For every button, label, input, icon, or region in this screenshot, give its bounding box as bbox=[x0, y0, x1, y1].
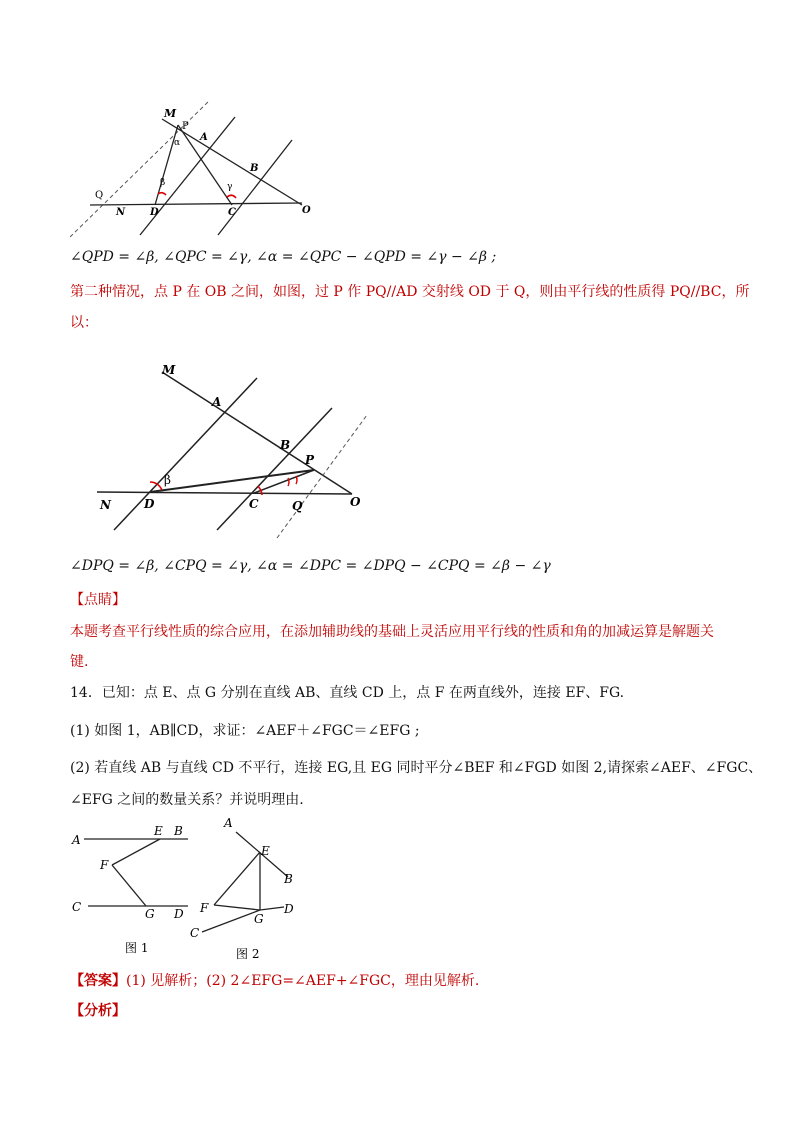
fig4-label-E: E bbox=[261, 844, 270, 858]
fig4-caption: 图 2 bbox=[236, 947, 260, 961]
fig1-label-A: A bbox=[200, 132, 208, 143]
dianjing-text-line2: 键. bbox=[70, 654, 89, 670]
case2-text-line2: 以： bbox=[70, 315, 98, 331]
fig2-label-Q: Q bbox=[292, 499, 303, 513]
fig4-label-D: D bbox=[284, 902, 294, 916]
fig4-label-G: G bbox=[254, 912, 264, 926]
formula-line-1: ∠QPD = ∠β, ∠QPC = ∠γ, ∠α = ∠QPC − ∠QPD = ∠γ − ∠β ; bbox=[70, 249, 497, 265]
figure-2 bbox=[92, 360, 382, 540]
fig2-label-M: M bbox=[162, 363, 176, 377]
figure-4 bbox=[188, 815, 308, 965]
fig3-label-C: C bbox=[72, 900, 82, 914]
fig1-label-Q: Q bbox=[95, 190, 104, 201]
fig4-label-F: F bbox=[200, 901, 209, 915]
fig3-label-F: F bbox=[100, 858, 109, 872]
fig4-label-C: C bbox=[190, 926, 200, 940]
answer-line bbox=[70, 971, 479, 991]
question-14-part2-line1: (2) 若直线 AB 与直线 CD 不平行，连接 EG,且 EG 同时平分∠BEF 和∠FGD 如图 2,请探索∠AEF、∠FGC、 bbox=[70, 760, 763, 776]
analysis-heading: 【分析】 bbox=[70, 1003, 126, 1019]
fig1-label-gamma: γ bbox=[227, 182, 233, 192]
fig1-label-D: D bbox=[150, 207, 159, 218]
fig1-label-C: C bbox=[228, 207, 236, 218]
formula-line-2: ∠DPQ = ∠β, ∠CPQ = ∠γ, ∠α = ∠DPC = ∠DPQ − ∠CPQ = ∠β − ∠γ bbox=[70, 558, 551, 574]
fig2-label-A: A bbox=[212, 395, 222, 409]
fig2-label-D: D bbox=[144, 497, 155, 511]
fig2-label-beta: β bbox=[164, 473, 171, 487]
fig3-label-B: B bbox=[174, 824, 183, 838]
figure-3 bbox=[70, 820, 200, 960]
fig1-label-P: P bbox=[182, 121, 189, 132]
question-14-part2-line2: ∠EFG 之间的数量关系？并说明理由. bbox=[70, 792, 304, 808]
question-14-stem: 14．已知：点 E、点 G 分别在直线 AB、直线 CD 上，点 F 在两直线外，连接 EF、FG. bbox=[70, 685, 625, 701]
fig3-label-A: A bbox=[72, 833, 81, 847]
fig2-label-B: B bbox=[280, 438, 291, 452]
fig2-label-C: C bbox=[249, 497, 259, 511]
fig1-label-N: N bbox=[116, 207, 126, 218]
fig1-label-beta: β bbox=[160, 178, 166, 188]
case2-text-line1: 第二种情况，点 P 在 OB 之间，如图，过 P 作 PQ//AD 交射线 OD 于 Q，则由平行线的性质得 PQ//BC，所 bbox=[70, 284, 750, 300]
fig1-label-O: O bbox=[302, 205, 311, 216]
answer-text: (1) 见解析；(2) 2∠EFG=∠AEF+∠FGC，理由见解析. bbox=[126, 973, 480, 989]
fig2-label-N: N bbox=[100, 498, 111, 512]
dianjing-text-line1: 本题考查平行线性质的综合应用，在添加辅助线的基础上灵活应用平行线的性质和角的加减运算是解题关 bbox=[70, 624, 714, 640]
fig3-label-E: E bbox=[154, 824, 163, 838]
dianjing-heading: 【点睛】 bbox=[70, 592, 126, 608]
fig4-label-B: B bbox=[284, 872, 293, 886]
question-14-part1: (1) 如图 1，AB∥CD，求证：∠AEF＋∠FGC＝∠EFG ; bbox=[70, 723, 420, 739]
fig2-label-O: O bbox=[350, 495, 361, 509]
fig3-caption: 图 1 bbox=[125, 941, 149, 955]
answer-heading: 【答案】 bbox=[70, 973, 126, 989]
fig3-label-D: D bbox=[174, 907, 184, 921]
fig1-label-B: B bbox=[250, 163, 259, 174]
figure-1 bbox=[70, 95, 330, 240]
fig4-label-A: A bbox=[224, 816, 233, 830]
fig1-label-M: M bbox=[164, 107, 177, 120]
fig2-label-P: P bbox=[305, 453, 315, 467]
fig3-label-G: G bbox=[145, 907, 155, 921]
fig1-label-alpha: α bbox=[174, 138, 181, 148]
